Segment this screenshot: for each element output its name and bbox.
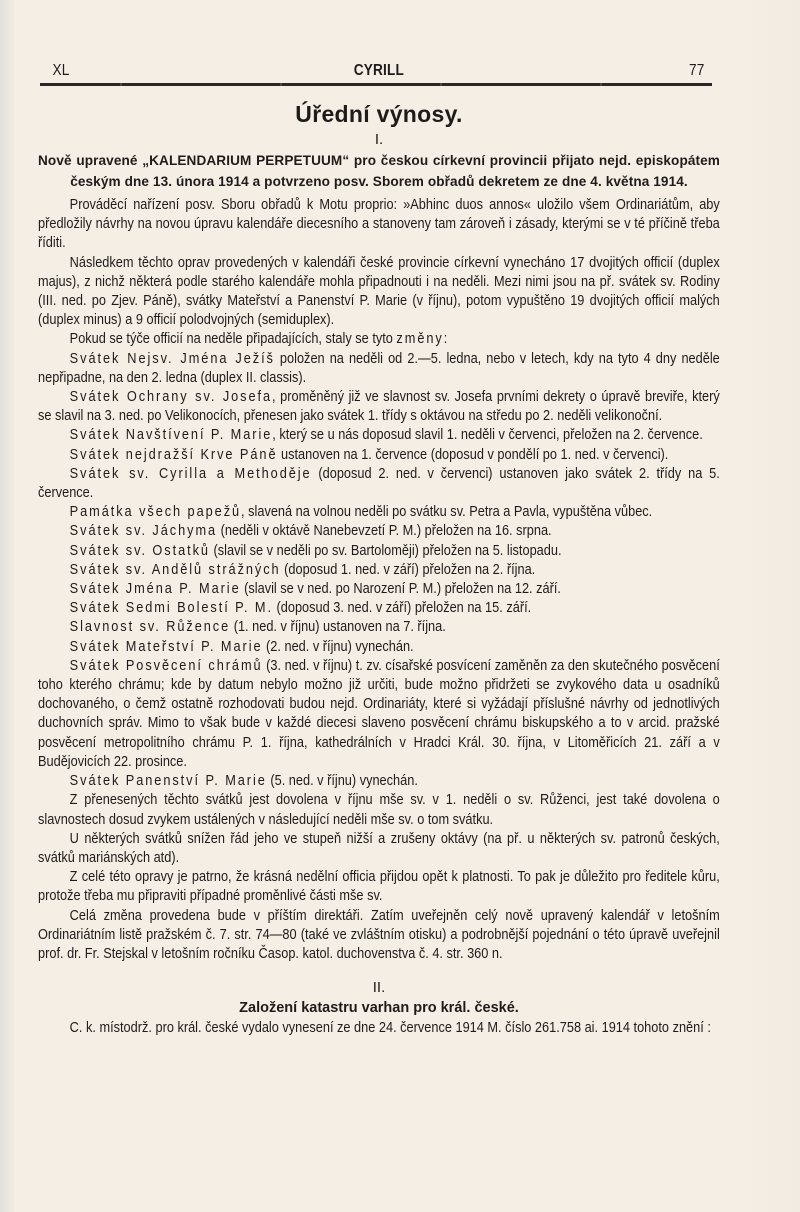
feast-description: (neděli v oktávě Nanebevzetí P. M.) přeložen na 16. srpna. (217, 523, 552, 540)
paragraph: Z celé této opravy je patrno, že krásná nedělní officia přijdou opět k platnosti. To pak je důležito pro ředitele kůru, protože třeba mu připraviti případné proměnlivé části mše sv. (38, 869, 720, 905)
feast-name: Svátek nejdražší Krve Páně (69, 446, 278, 463)
section-body (38, 1019, 720, 1038)
feast-entry (38, 446, 720, 465)
paragraph: U některých svátků snížen řád jeho ve stupeň nižší a zrušeny oktávy (na př. u některých sv. patronů českých, svátků mariánských atd). (38, 830, 720, 866)
feast-description: (slavil se v neděli po sv. Bartoloměji) přeložen na 5. listopadu. (209, 542, 562, 559)
running-head (38, 60, 720, 82)
volume-number: XL (52, 62, 70, 79)
feast-description: (3. ned. v říjnu) t. zv. císařské posvícení zaměněn za den skutečného posvěcení toho kterého chrámu; kde by datum nebylo možno již určiti, bude možno přidržeti se zvykového data u osadníků dochovaného, o čemž ostatně rozhodovati budou nejd. Ordinariáty, které si vyžádají příslušné návrhy od jednotlivých duchovních správ. Mimo to však bude v každé diecesi slaveno posvěcení chrámu biskupského a to v arcid. pražské posvěcení metropolitního chrámu P. 1. října, kathedrálních v Hradci Král. 30. října, v Litoměřicích 21. září a v Budějovicích 22. prosince. (38, 657, 720, 770)
feast-name: Slavnost sv. Růžence (69, 619, 231, 636)
feast-description: (2. ned. v říjnu) vynechán. (262, 638, 414, 655)
paragraph-text: Pokud se týče officií na neděle připadajících, staly se tyto (69, 331, 393, 348)
paragraph (38, 330, 720, 349)
feast-name: Svátek Ochrany sv. Josefa (69, 389, 273, 406)
section-heading: Nově upravené „KALENDARIUM PERPETUUM“ pro českou církevní provincii přijato nejd. episkopátem českým dne 13. února 1914 a potvrzeno posv. Sborem obřadů dekretem ze dne 4. května 1914. (38, 153, 720, 189)
feast-description: , slavená na volnou neděli po svátku sv. Petra a Pavla, vypuštěna vůbec. (241, 504, 653, 521)
feast-name: Svátek Jména P. Marie (69, 581, 241, 598)
feast-entry (38, 465, 720, 503)
feast-entry (38, 542, 720, 561)
feast-name: Svátek Panenství P. Marie (69, 773, 267, 790)
feast-entry (38, 426, 720, 445)
feast-description: ustanoven na 1. července (doposud v pondělí po 1. ned. v červenci). (277, 446, 669, 463)
feast-description: (doposud 3. ned. v září) přeložen na 15. září. (272, 600, 532, 617)
section-number: II. (372, 979, 386, 997)
spaced-emphasis: změny (396, 331, 444, 348)
feast-name: Svátek Navštívení P. Marie (69, 427, 273, 444)
feast-entry (38, 350, 720, 388)
section-heading: Založení katastru varhan pro král. české. (239, 1000, 519, 1017)
feast-entry (38, 772, 720, 791)
feast-entry (38, 388, 720, 426)
feast-entry (38, 599, 720, 618)
feast-description: (5. ned. v říjnu) vynechán. (266, 773, 418, 790)
feast-name: Památka všech papežů (69, 504, 242, 521)
feast-name: Svátek sv. Cyrilla a Methoděje (69, 465, 312, 482)
feast-entry (38, 503, 720, 522)
feast-name: Svátek Posvěcení chrámů (69, 657, 263, 674)
section-number: I. (374, 131, 384, 148)
paragraph: Z přenesených těchto svátků jest dovolena v říjnu mše sv. v 1. neděli o sv. Růženci, jest také dovolena o slavnostech dosud zvykem ustálených v následující neděli mše sv. o tom svátku. (38, 792, 720, 828)
feast-description: (doposud 2. ned. v červenci) ustanoven jako svátek 2. třídy na 5. července. (38, 465, 720, 502)
paragraph: Prováděcí nařízení posv. Sboru obřadů k Motu proprio: »Abhinc duos annos« uložilo všem Ordinariátům, aby předložily návrhy na novou úpravu kalendáře diecesního a stanoveny tam zároveň i zásady, kterými se v té příčině třeba říditi. (38, 197, 720, 252)
paragraph-text: : (443, 331, 448, 348)
paragraph: Následkem těchto oprav provedených v kalendáři české provincie církevní vynecháno 17 dvojitých officií (duplex majus), z nichž některá podle starého kalendáře mohla připadnouti i na neděli. Mezi nimi jsou na př. svátek sv. Rodiny (III. ned. po Zjev. Páně), svátky Mateřství a Panenství P. Marie (v říjnu), potom vypuštěno 19 dvojitých officií malých (duplex minus) a 9 officií polodvojných (semiduplex). (38, 254, 720, 329)
paragraph: Celá změna provedena bude v příštím direktáři. Zatím uveřejněn celý nově upravený kalendář v letošním Ordinariátním listě pražském č. 7. str. 74—80 (také ve zvláštním otisku) a podrobnější pojednání o této úpravě uveřejnil prof. dr. Fr. Stejskal v letošním ročníku Časop. katol. duchovenstva č. 4. str. 360 n. (38, 907, 720, 962)
feast-entry (38, 618, 720, 637)
feast-description: (slavil se v ned. po Narození P. M.) přeložen na 12. září. (240, 581, 561, 598)
feast-entry (38, 580, 720, 599)
feast-entry (38, 522, 720, 541)
feast-name: Svátek Nejsv. Jména Ježíš (69, 350, 275, 367)
feast-name: Svátek sv. Andělů strážných (69, 561, 281, 578)
feast-entry (38, 657, 720, 772)
feast-name: Svátek Sedmi Bolestí P. M. (69, 600, 273, 617)
page-number: 77 (688, 62, 705, 79)
header-rule (40, 83, 712, 86)
page-margin (740, 0, 800, 1212)
feast-entry (38, 638, 720, 657)
feast-name: Svátek sv. Jáchyma (69, 523, 218, 540)
feast-description: , proměněný již ve slavnost sv. Josefa prvními dekrety o úpravě breviře, který se slavil na 3. ned. po Velikonocích, přenesen jako svátek 1. třídy s oktávou na středu po 2. neděli velikonoční. (38, 389, 720, 425)
feast-name: Svátek Mateřství P. Marie (69, 638, 263, 655)
feast-description: položen na neděli od 2.—5. ledna, nebo v letech, kdy na tyto 4 dny neděle nepřipadne, na den 2. ledna (duplex II. classis). (38, 350, 720, 386)
article-title: Úřední výnosy. (295, 101, 463, 127)
feast-name: Svátek sv. Ostatků (69, 542, 210, 559)
journal-page (38, 60, 720, 1038)
feast-description: (doposud 1. ned. v září) přeložen na 2. října. (280, 561, 536, 578)
page-gutter-shadow (0, 0, 14, 1212)
feast-description: , který se u nás doposud slavil 1. neděli v červenci, přeložen na 2. července. (272, 427, 703, 444)
journal-title: CYRILL (353, 62, 404, 79)
paragraph: C. k. místodrž. pro král. české vydalo vynesení ze dne 24. července 1914 M. číslo 261.758 ai. 1914 tohoto znění : (69, 1020, 711, 1037)
feast-entry (38, 561, 720, 580)
feast-description: (1. ned. v říjnu) ustanoven na 7. října. (230, 619, 446, 636)
section-body (38, 196, 720, 964)
